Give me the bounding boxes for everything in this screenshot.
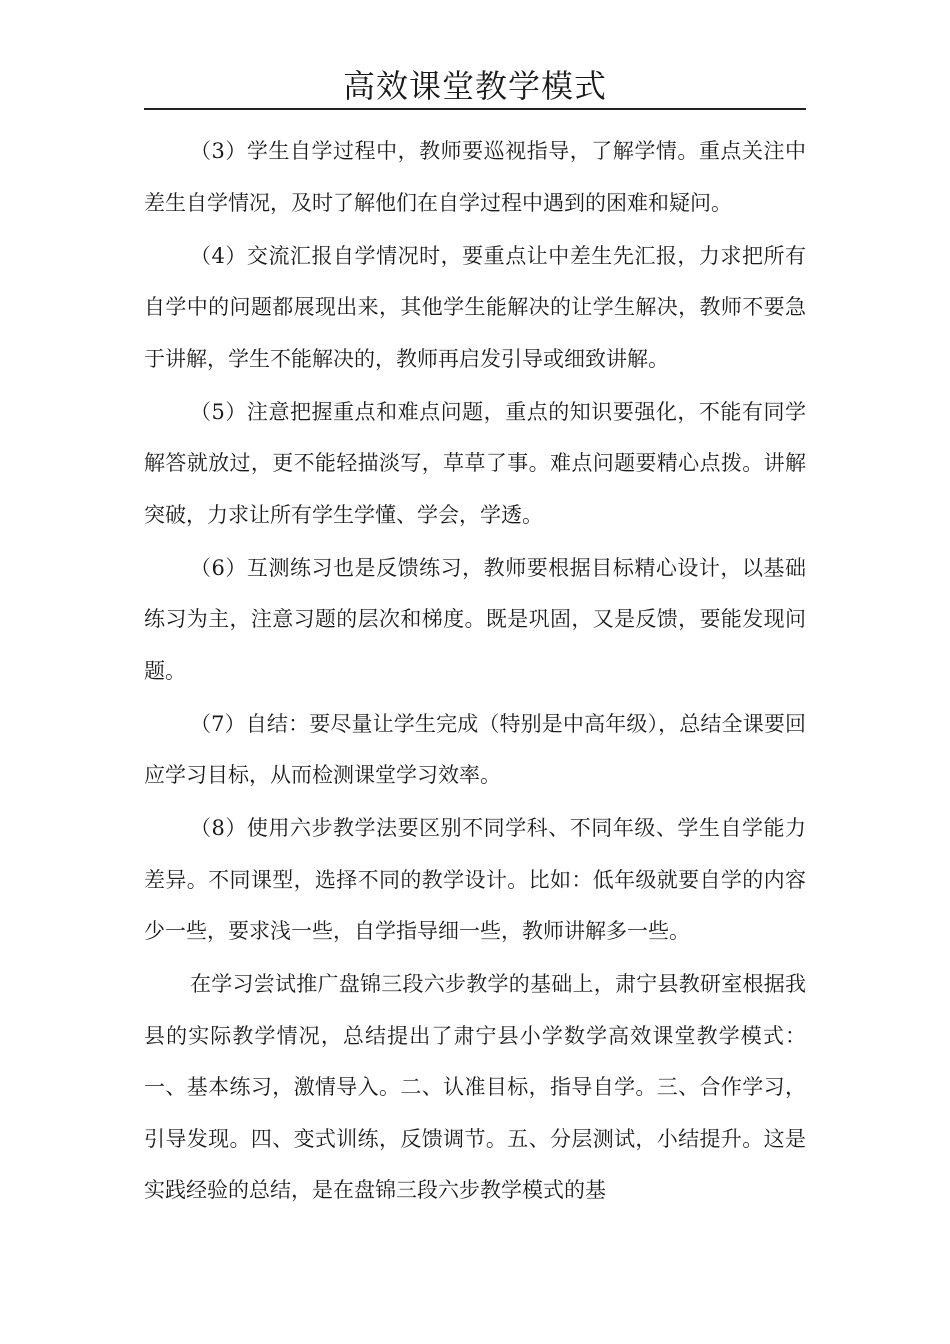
paragraph-item-8: （8）使用六步教学法要区别不同学科、不同年级、学生自学能力差异。不同课型，选择不同的教学设计。比如：低年级就要自学的内容少一些，要求浅一些，自学指导细一些，教师讲解多一些。 bbox=[144, 816, 806, 943]
title-underline bbox=[144, 108, 806, 110]
paragraph-item-7: （7）自结：要尽量让学生完成（特别是中高年级），总结全课要回应学习目标，从而检测课堂学习效率。 bbox=[144, 711, 806, 787]
paragraph-item-6: （6）互测练习也是反馈练习，教师要根据目标精心设计，以基础练习为主，注意习题的层次和梯度。既是巩固，又是反馈，要能发现问题。 bbox=[144, 555, 806, 683]
paragraph-item-3: （3）学生自学过程中，教师要巡视指导，了解学情。重点关注中差生自学情况，及时了解他们在自学过程中遇到的困难和疑问。 bbox=[144, 139, 806, 215]
document-body bbox=[144, 126, 806, 1218]
paragraph-item-5: （5）注意把握重点和难点问题，重点的知识要强化，不能有同学解答就放过，更不能轻描淡写，草草了事。难点问题要精心点拨。讲解突破，力求让所有学生学懂、学会，学透。 bbox=[144, 399, 806, 527]
document-title: 高效课堂教学模式 bbox=[342, 67, 607, 105]
paragraph-item-4: （4）交流汇报自学情况时，要重点让中差生先汇报，力求把所有自学中的问题都展现出来，其他学生能解决的让学生解决，教师不要急于讲解，学生不能解决的，教师再启发引导或细致讲解。 bbox=[144, 243, 806, 371]
paragraph-summary: 在学习尝试推广盘锦三段六步教学的基础上，肃宁县教研室根据我县的实际教学情况，总结提出了肃宁县小学数学高效课堂教学模式：一、基本练习，激情导入。二、认准目标，指导自学。三、合作学习，引导发现。四、变式训练，反馈调节。五、分层测试，小结提升。这是实践经验的总结，是在盘锦三段六步教学模式的基 bbox=[144, 972, 806, 1202]
